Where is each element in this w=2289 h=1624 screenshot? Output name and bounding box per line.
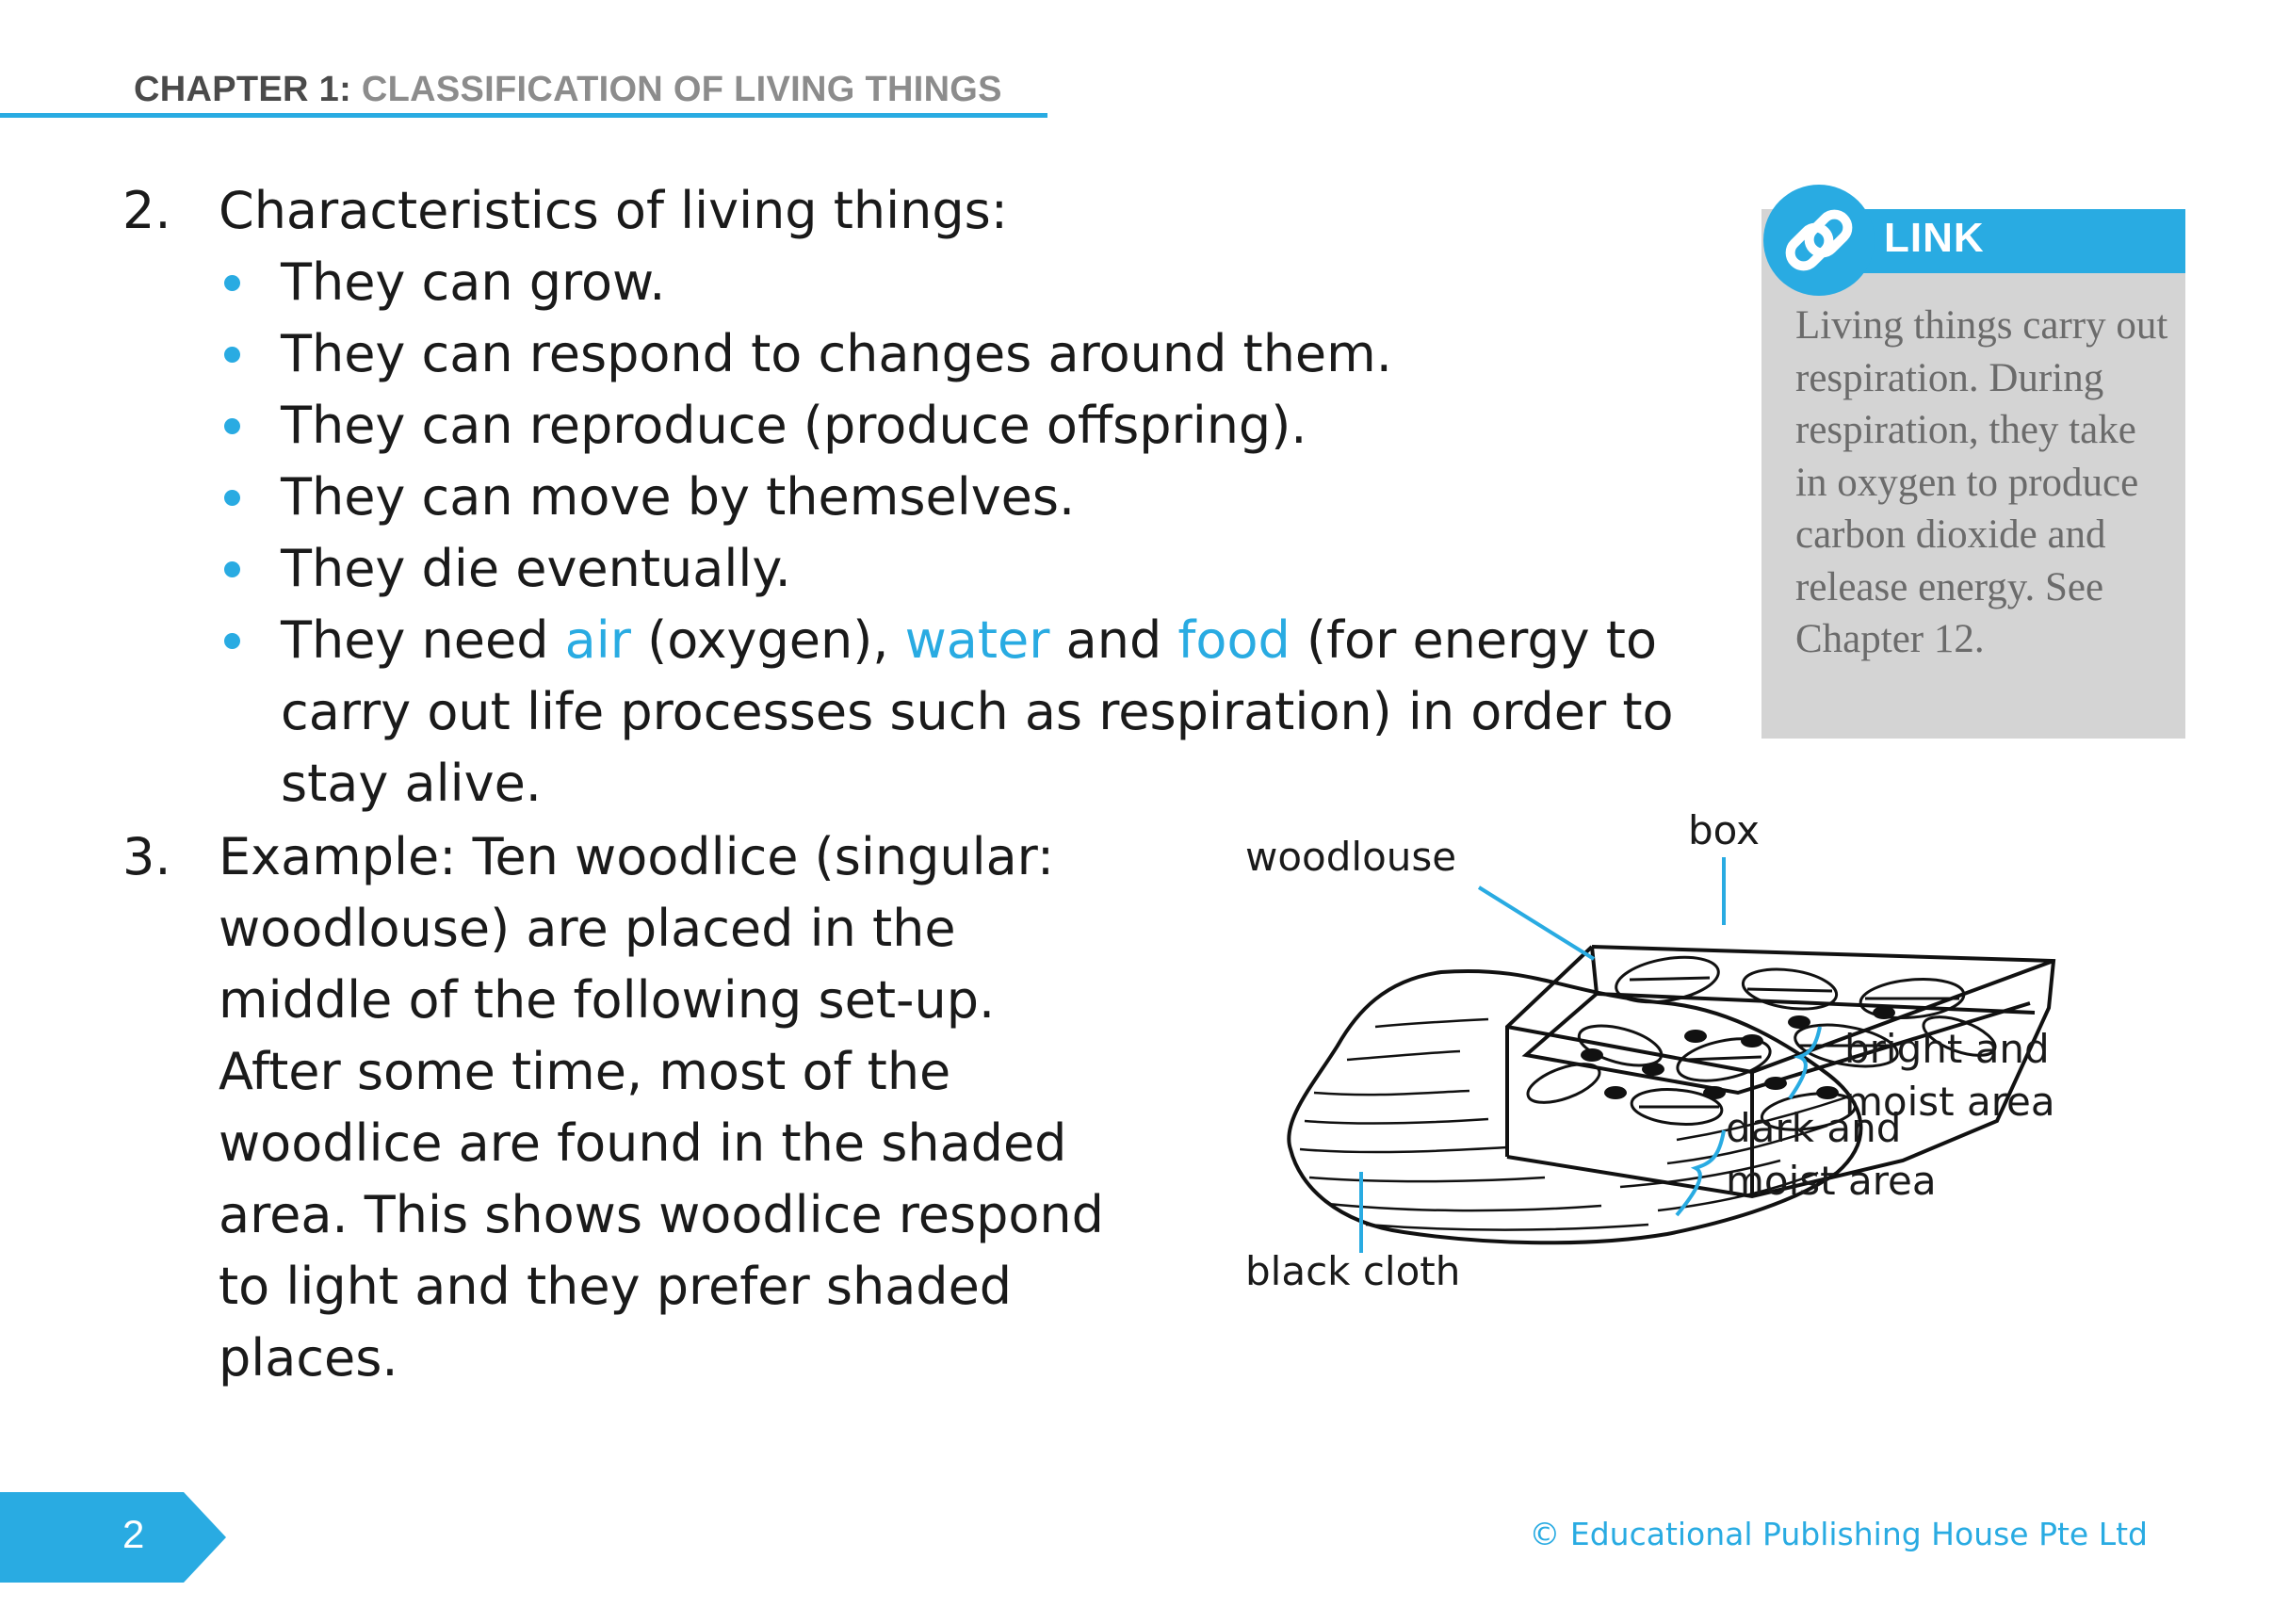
item-2-number: 2.	[122, 181, 171, 240]
item-2-heading: Characteristics of living things:	[219, 181, 1008, 240]
label-black-cloth: black cloth	[1245, 1248, 1461, 1294]
label-box: box	[1688, 807, 1760, 853]
list-item: They die eventually.	[219, 533, 1688, 605]
list-item: They can respond to changes around them.	[219, 318, 1688, 390]
label-bright-2: moist area	[1844, 1079, 2055, 1125]
label-bright-1: bright and	[1844, 1026, 2050, 1072]
label-dark-1: dark and	[1726, 1105, 1902, 1151]
chapter-rule	[0, 113, 1047, 118]
chain-link-icon	[1763, 185, 1875, 296]
keyword-food: food	[1177, 610, 1291, 670]
bullet-dot	[224, 275, 240, 291]
copyright: © Educational Publishing House Pte Ltd	[1529, 1516, 2148, 1552]
list-item: They can move by themselves.	[219, 462, 1688, 533]
list-item: They can reproduce (produce offspring).	[219, 390, 1688, 462]
label-dark-2: moist area	[1726, 1158, 1937, 1204]
item-3-number: 3.	[122, 827, 171, 886]
bullet-dot	[224, 633, 240, 649]
page-number-tab	[0, 1492, 226, 1583]
list-item: They can grow.	[219, 247, 1688, 318]
item-3-paragraph: Example: Ten woodlice (singular: woodlouse) are placed in the middle of the following set-up. After some time, most of the woodlice are found in the shaded area. This shows woodlice respond to light and they prefer shaded places.	[219, 827, 1104, 1388]
bullet-dot	[224, 418, 240, 434]
label-woodlouse: woodlouse	[1245, 834, 1457, 880]
chapter-label: CHAPTER 1:	[134, 70, 352, 109]
bullet-dot	[224, 490, 240, 506]
page-number: 2	[122, 1512, 145, 1556]
woodlice-setup-diagram	[1225, 807, 2091, 1319]
chapter-title: CLASSIFICATION OF LIVING THINGS	[361, 70, 1002, 109]
chapter-heading	[134, 70, 1002, 110]
characteristics-list	[219, 247, 1688, 820]
bullet-dot	[224, 561, 240, 577]
list-item-needs: They need air (oxygen), water and food (for energy to carry out life processes such as respiration) in order to stay alive.	[219, 605, 1684, 820]
link-text: Living things carry out respiration. During respiration, they take in oxygen to produce carbon dioxide and release energy. See Chapter 12.	[1795, 303, 2168, 661]
bullet-dot	[224, 347, 240, 363]
link-title: LINK	[1884, 215, 1985, 261]
keyword-air: air	[564, 610, 631, 670]
keyword-water: water	[904, 610, 1050, 670]
